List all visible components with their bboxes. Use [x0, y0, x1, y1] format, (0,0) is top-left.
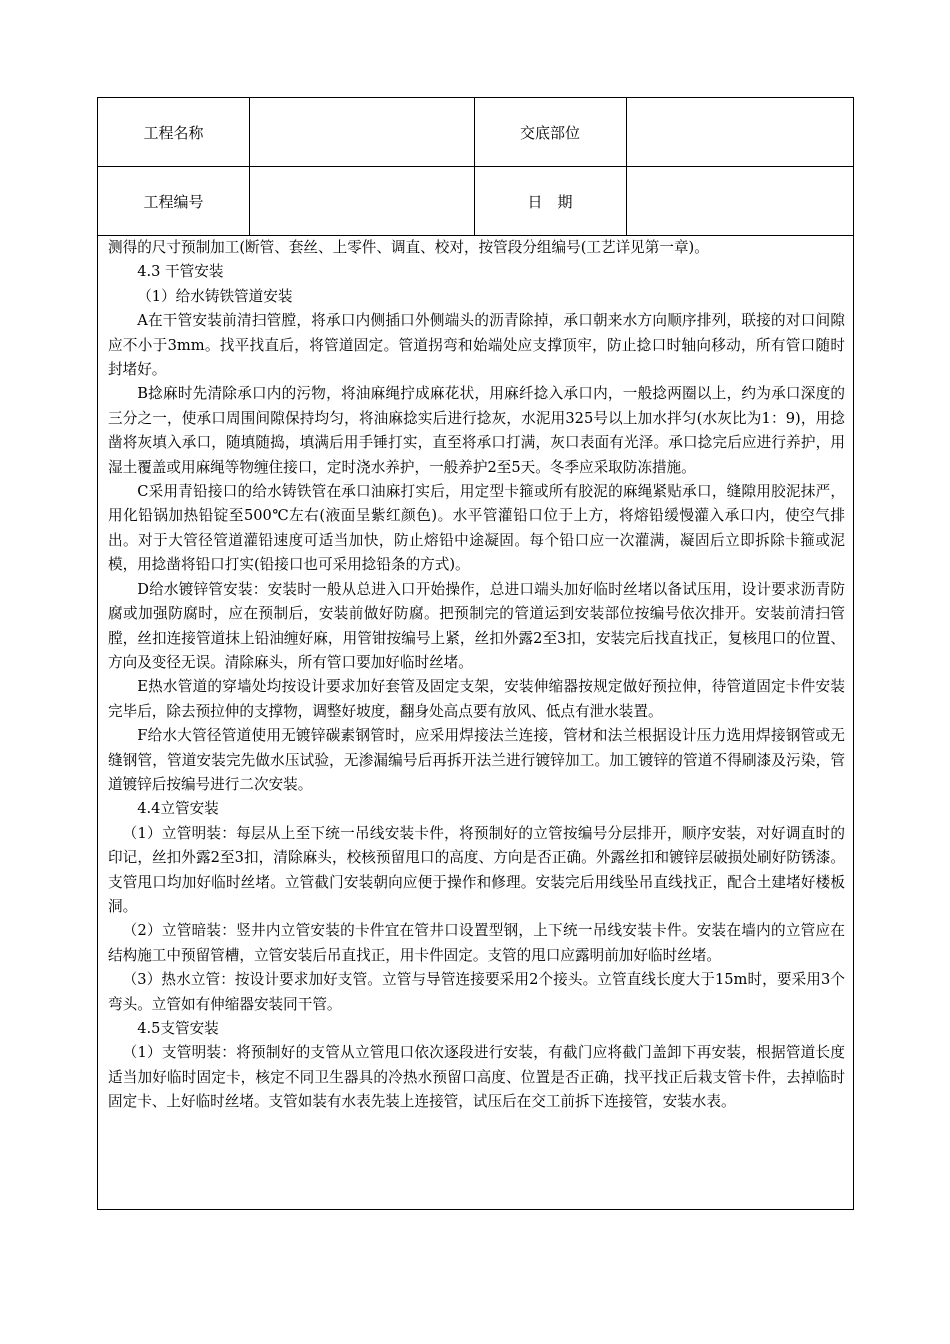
paragraph: B捻麻时先清除承口内的污物，将油麻绳拧成麻花状，用麻纤捻入承口内，一般捻两圈以上，约为承口深度的三分之一，使承口周围间隙保持均匀，将油麻捻实后进行捻灰，水泥用325号以上加水拌匀(水灰比为1：9)，用捻凿将灰填入承口，随填随捣，填满后用手锤打实，直至将承口打满，灰口表面有光泽。承口捻完后应进行养护，用湿土覆盖或用麻绳等物缠住接口，定时浇水养护，一般养护2至5天。冬季应采取防冻措施。 — [108, 385, 845, 476]
paragraph: （3）热水立管：按设计要求加好支管。立管与导管连接要采用2个接头。立管直线长度大于15m时，要采用3个弯头。立管如有伸缩器安装同干管。 — [108, 971, 845, 1013]
section-heading: 4.3 干管安装 — [137, 263, 224, 281]
header-table — [98, 98, 853, 235]
disclosure-part-value — [626, 98, 853, 166]
header-row-divider — [98, 166, 853, 167]
project-name-label: 工程名称 — [143, 123, 204, 142]
project-no-value — [249, 167, 474, 235]
project-no-label: 工程编号 — [143, 192, 204, 211]
body-text — [98, 236, 853, 1115]
paragraph: （1）立管明装：每层从上至下统一吊线安装卡件，将预制好的立管按编号分层排开，顺序安装，对好调直时的印记，丝扣外露2至3扣，清除麻头，校核预留甩口的高度、方向是否正确。外露丝扣和镀锌层破损处刷好防锈漆。支管甩口均加好临时丝堵。立管截门安装朝向应便于操作和修理。安装完后用线坠吊直线找正，配合土建堵好楼板洞。 — [108, 824, 845, 915]
subsection-heading: （1）给水铸铁管道安装 — [137, 287, 293, 305]
paragraph: A在干管安装前清扫管膛，将承口内侧插口外侧端头的沥青除掉，承口朝来水方向顺序排列，联接的对口间隙应不小于3mm。找平找直后，将管道固定。管道拐弯和始端处应支撑顶牢，防止捻口时轴向移动，所有管口随时封堵好。 — [108, 312, 845, 379]
project-name-value — [249, 98, 474, 166]
paragraph: D给水镀锌管安装：安装时一般从总进入口开始操作，总进口端头加好临时丝堵以备试压用，设计要求沥青防腐或加强防腐时，应在预制后，安装前做好防腐。把预制完的管道运到安装部位按编号依次排开。安装前清扫管膛，丝扣连接管道抹上铅油缠好麻，用管钳按编号上紧，丝扣外露2至3扣，安装完后找直找正，复核甩口的位置、方向及变径无误。清除麻头，所有管口要加好临时丝堵。 — [108, 580, 845, 671]
paragraph: C采用青铅接口的给水铸铁管在承口油麻打实后，用定型卡箍或所有胶泥的麻绳紧贴承口，缝隙用胶泥抹严，用化铅锅加热铅锭至500℃左右(液面呈紫红颜色)。水平管灌铅口位于上方，将熔铅缓慢灌入承口内，使空气排出。对于大管径管道灌铅速度可适当加快，防止熔铅中途凝固。每个铅口应一次灌满，凝固后立即拆除卡箍或泥模，用捻凿将铅口打实(铅接口也可采用捻铅条的方式)。 — [108, 483, 845, 574]
disclosure-part-label: 交底部位 — [519, 123, 580, 142]
paragraph: E热水管道的穿墙处均按设计要求加好套管及固定支架，安装伸缩器按规定做好预拉伸，待管道固定卡件安装完毕后，除去预拉伸的支撑物，调整好坡度，翻身处高点要有放风、低点有泄水装置。 — [108, 678, 845, 720]
paragraph: F给水大管径管道使用无镀锌碳素钢管时，应采用焊接法兰连接，管材和法兰根据设计压力选用焊接钢管或无缝钢管，管道安装完先做水压试验，无渗漏编号后再拆开法兰进行镀锌加工。加工镀锌的管道不得刷漆及污染，管道镀锌后按编号进行二次安装。 — [108, 727, 845, 793]
section-heading: 4.4立管安装 — [137, 800, 219, 818]
paragraph: （1）支管明装：将预制好的支管从立管甩口依次逐段进行安装，有截门应将截门盖卸下再安装，根据管道长度适当加好临时固定卡，核定不同卫生器具的冷热水预留口高度、位置是否正确，找平找正后栽支管卡件，去掉临时固定卡、上好临时丝堵。支管如装有水表先装上连接管，试压后在交工前拆下连接管，安装水表。 — [108, 1044, 845, 1111]
date-value — [626, 167, 853, 235]
paragraph: 测得的尺寸预制加工(断管、套丝、上零件、调直、校对，按管段分组编号(工艺详见第一章)。 — [108, 239, 709, 256]
paragraph: （2）立管暗装：竖井内立管安装的卡件宜在管井口设置型钢，上下统一吊线安装卡件。安装在墙内的立管应在结构施工中预留管槽，立管安装后吊直找正，用卡件固定。支管的甩口应露明前加好临时丝堵。 — [108, 922, 845, 964]
section-heading: 4.5支管安装 — [137, 1020, 219, 1037]
date-label: 日 期 — [527, 192, 573, 211]
disclosure-sheet — [97, 97, 854, 1210]
